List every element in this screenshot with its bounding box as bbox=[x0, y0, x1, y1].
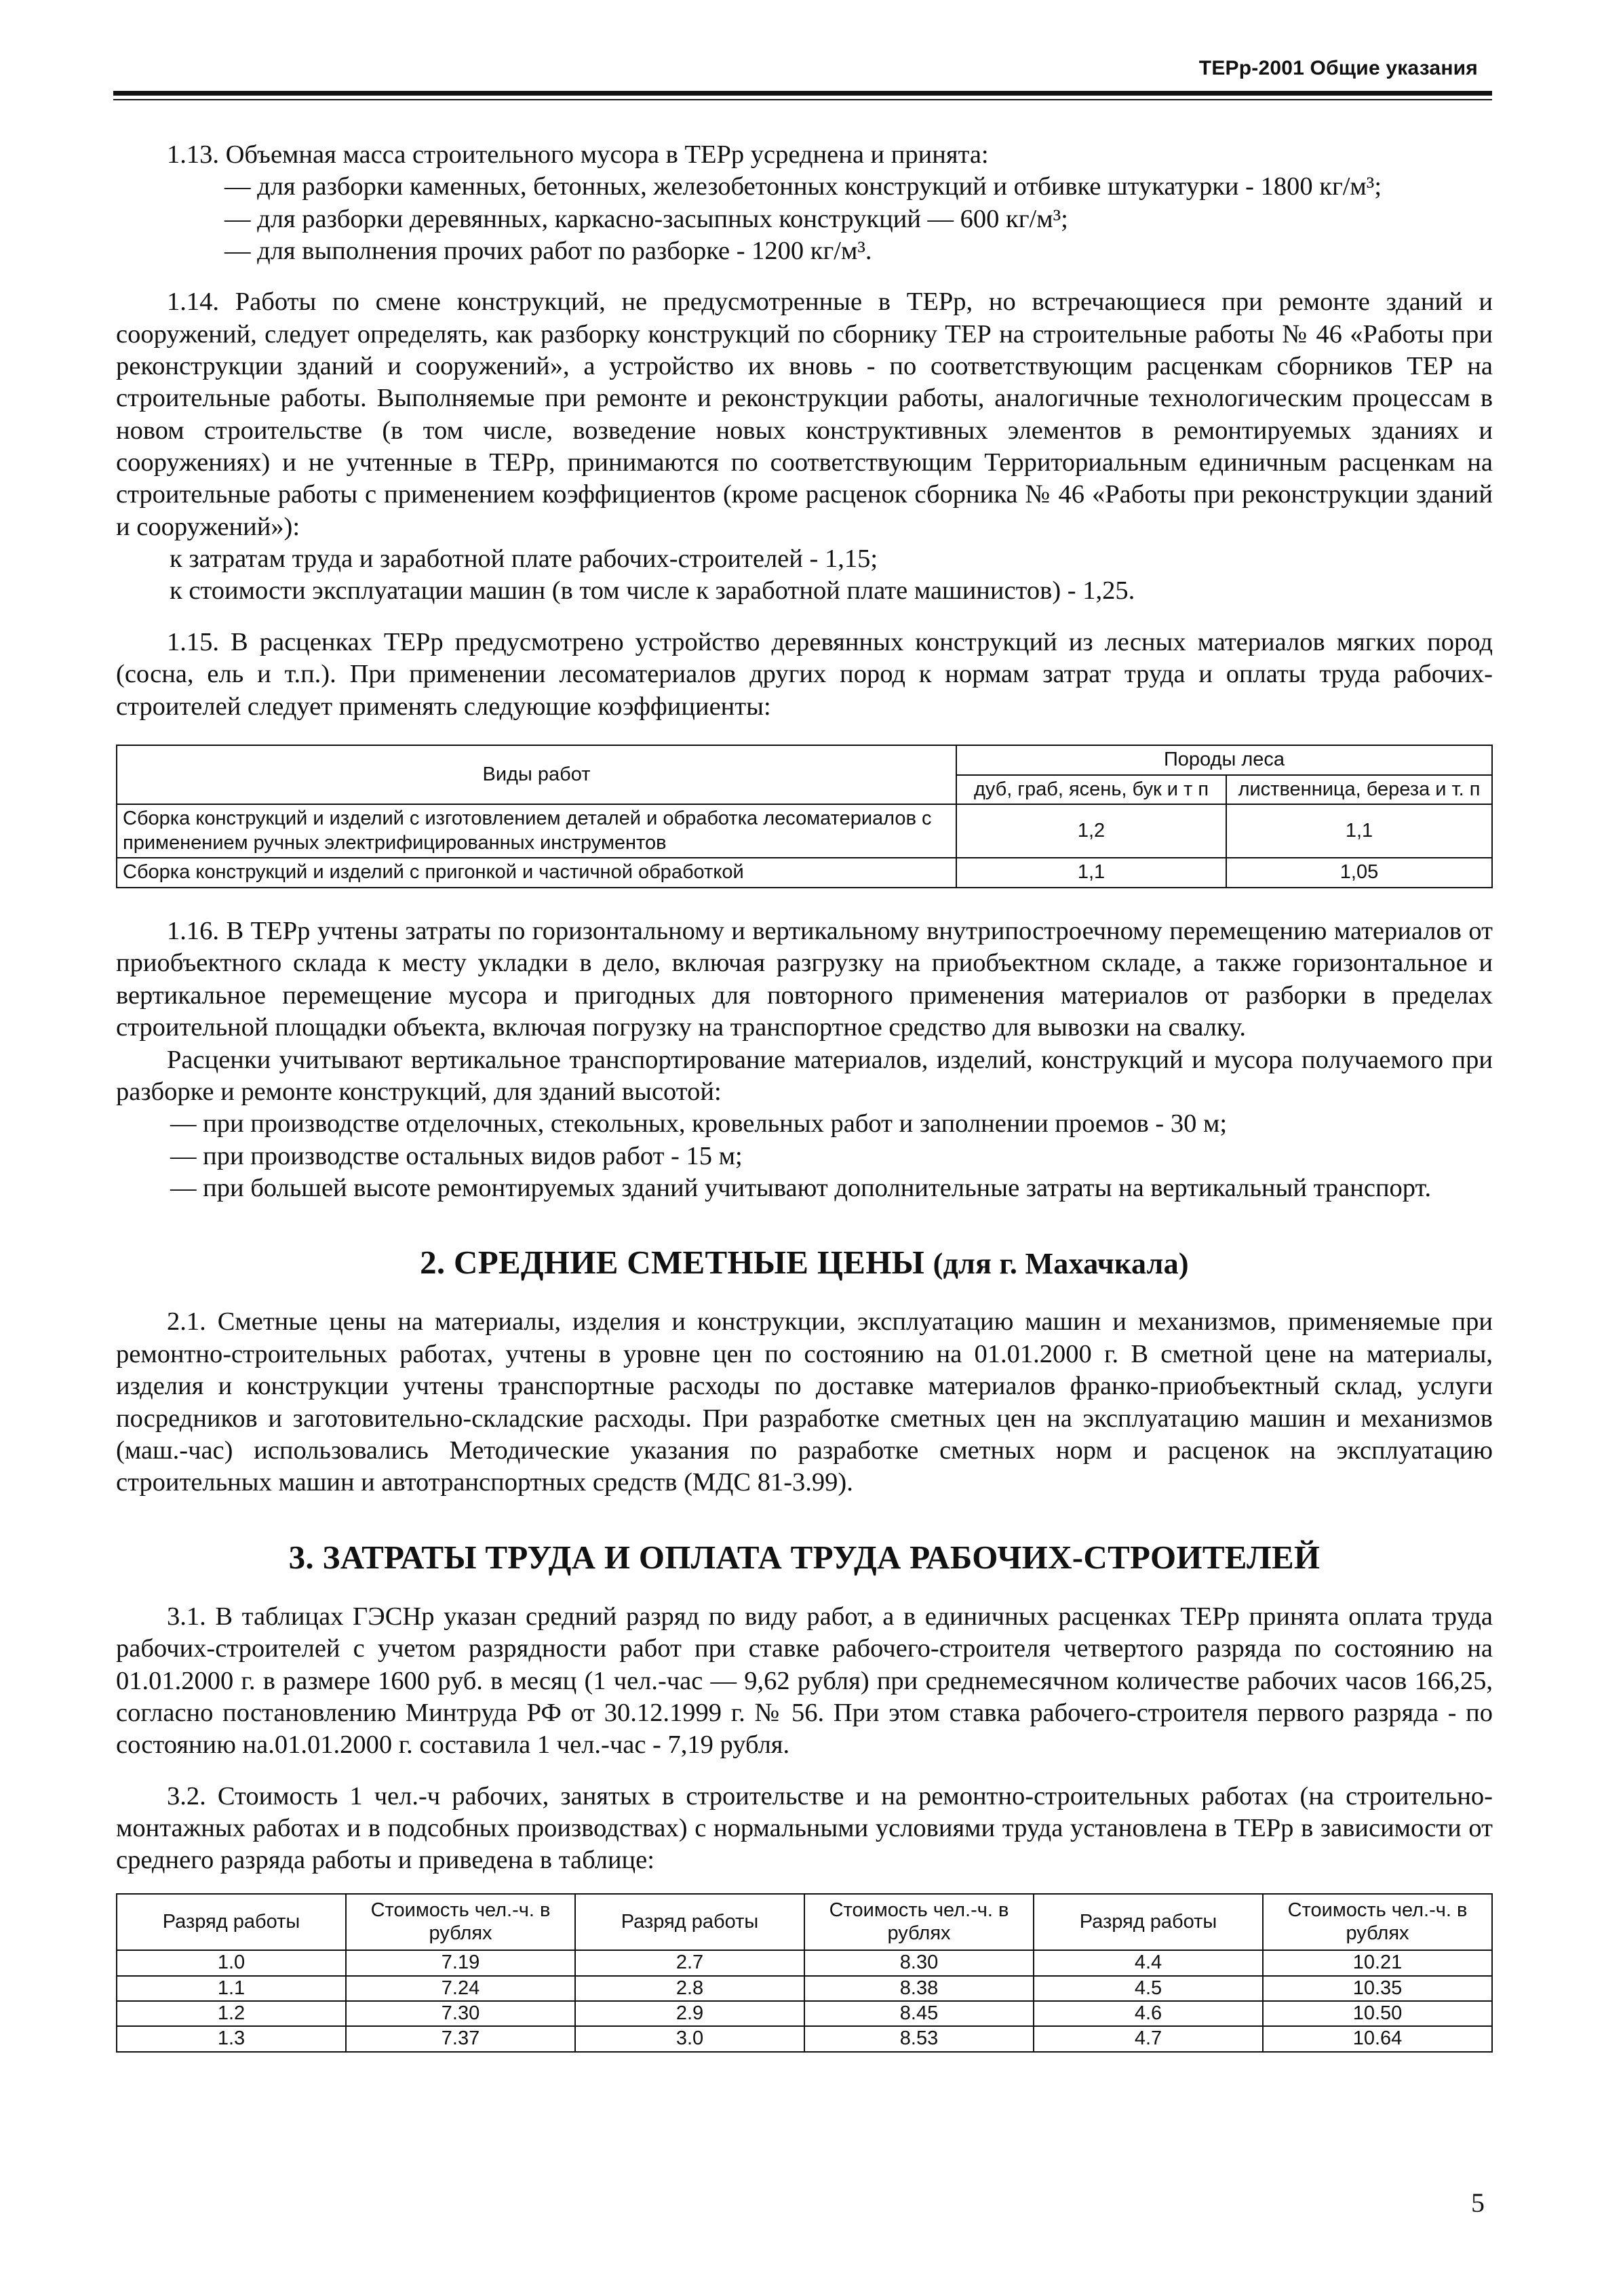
table-cell-cost: 10.21 bbox=[1263, 1950, 1492, 1975]
table-cell-cost: 8.30 bbox=[804, 1950, 1034, 1975]
table-cell-cost: 8.38 bbox=[804, 1976, 1034, 2001]
table-row bbox=[117, 858, 1492, 888]
list-item: — при производстве остальных видов работ - 15 м; bbox=[170, 1141, 743, 1170]
table-cell-grade: 4.4 bbox=[1034, 1950, 1263, 1975]
table-header-works: Виды работ bbox=[117, 745, 956, 804]
wood-coefficients-table bbox=[116, 745, 1493, 888]
section-1-16-list bbox=[116, 1108, 1493, 1204]
list-item: — при производстве отделочных, стекольных, кровельных работ и заполнении проемов - 30 м; bbox=[170, 1109, 1228, 1139]
table-cell-grade: 2.7 bbox=[575, 1950, 804, 1975]
table-header-larch: лиственница, береза и т. п bbox=[1226, 775, 1492, 805]
labor-cost-table bbox=[116, 1893, 1493, 2053]
table-cell-grade: 1.3 bbox=[117, 2026, 346, 2051]
table-header-grade: Разряд работы bbox=[575, 1894, 804, 1951]
table-cell-coef-a: 1,1 bbox=[956, 858, 1226, 888]
list-item: — для разборки каменных, бетонных, железобетонных конструкций и отбивке штукатурки - 1800 кг/м³; bbox=[224, 172, 1382, 201]
table-row bbox=[117, 2001, 1492, 2026]
table-cell-work: Сборка конструкций и изделий с изготовлением деталей и обработка лесоматериалов с применением ручных электрифицированных инструментов bbox=[117, 804, 956, 858]
section-1-13-intro: 1.13. Объемная масса строительного мусора в ТЕРр усреднена и принята: bbox=[167, 140, 989, 169]
table-cell-cost: 7.30 bbox=[346, 2001, 575, 2026]
table-cell-cost: 10.50 bbox=[1263, 2001, 1492, 2026]
section-1-14-text: 1.14. Работы по смене конструкций, не предусмотренные в ТЕРр, но встречающиеся при ремонте зданий и сооружений, следует определять, как разборку конструкций по сборнику ТЕР на строительные работы № 46 «Работы при реконструкции зданий и сооружений», а устройство их вновь - по соответствующим расценкам сборников ТЕР на строительные работы. Выполняемые при ремонте и реконструкции работы, аналогичные технологическим процессам в новом строительстве (в том числе, возведение новых конструктивных элементов в ремонтируемых зданиях и сооружениях) и не учтенные в ТЕРр, принимаются по соответствующим Территориальным единичным расценкам на строительные работы с применением коэффициентов (кроме расценок сборника № 46 «Работы при реконструкции зданий и сооружений»): bbox=[116, 288, 1493, 541]
page-content bbox=[116, 139, 1493, 2053]
list-item: — для выполнения прочих работ по разборке - 1200 кг/м³. bbox=[224, 237, 872, 266]
table-cell-grade: 3.0 bbox=[575, 2026, 804, 2051]
section-1-13-list bbox=[116, 171, 1493, 267]
table-row bbox=[117, 2026, 1492, 2051]
table-header-wood-species: Породы леса bbox=[956, 745, 1492, 775]
section-2-title-main: 2. СРЕДНИЕ СМЕТНЫЕ ЦЕНЫ bbox=[420, 1244, 925, 1282]
table-cell-cost: 8.45 bbox=[804, 2001, 1034, 2026]
table-row bbox=[117, 1950, 1492, 1975]
section-1-15-text: 1.15. В расценках ТЕРр предусмотрено устройство деревянных конструкций из лесных материалов мягких пород (сосна, ель и т.п.). При применении лесоматериалов других пород к нормам затрат труда и оплаты труда рабочих-строителей следует применять следующие коэффициенты: bbox=[116, 627, 1493, 721]
table-cell-grade: 2.8 bbox=[575, 1976, 804, 2001]
table-cell-cost: 7.19 bbox=[346, 1950, 575, 1975]
list-item: — при большей высоте ремонтируемых зданий учитывают дополнительные затраты на вертикальный транспорт. bbox=[170, 1173, 1432, 1202]
list-item: — для разборки деревянных, каркасно-засыпных конструкций — 600 кг/м³; bbox=[224, 204, 1068, 233]
section-2-1-text: 2.1. Сметные цены на материалы, изделия и конструкции, эксплуатацию машин и механизмов, применяемые при ремонтно-строительных работах, учтены в уровне цен по состоянию на 01.01.2000 г. В сметной цене на материалы, изделия и конструкции учтены транспортные расходы по доставке материалов франко-приобъектный склад, услуги посредников и заготовительно-складские расходы. При разработке сметных цен на эксплуатацию машин и механизмов (маш.-час) использовались Методические указания по разработке сметных норм и расценок на эксплуатацию строительных машин и автотранспортных средств (МДС 81-3.99). bbox=[116, 1307, 1493, 1497]
table-cell-grade: 2.9 bbox=[575, 2001, 804, 2026]
page-number: 5 bbox=[1471, 2188, 1485, 2218]
table-cell-cost: 10.35 bbox=[1263, 1976, 1492, 2001]
section-3-title: 3. ЗАТРАТЫ ТРУДА И ОПЛАТА ТРУДА РАБОЧИХ-СТРОИТЕЛЕЙ bbox=[288, 1538, 1321, 1576]
table-row bbox=[117, 804, 1492, 858]
section-3-2-text: 3.2. Стоимость 1 чел.-ч рабочих, занятых в строительстве и на ремонтно-строительных работах (на строительно-монтажных работах и в подсобных производствах) с нормальными условиями труда установлена в ТЕРр в зависимости от среднего разряда работы и приведена в таблице: bbox=[116, 1781, 1493, 1875]
coefficient-machines: к стоимости эксплуатации машин (в том числе к заработной плате машинистов) - 1,25. bbox=[170, 576, 1135, 606]
table-cell-grade: 4.5 bbox=[1034, 1976, 1263, 2001]
running-header: ТЕРр-2001 Общие указания bbox=[1198, 57, 1478, 79]
table-cell-cost: 10.64 bbox=[1263, 2026, 1492, 2051]
table-cell-coef-a: 1,2 bbox=[956, 804, 1226, 858]
table-cell-grade: 4.6 bbox=[1034, 2001, 1263, 2026]
coefficient-labor: к затратам труда и заработной плате рабочих-строителей - 1,15; bbox=[170, 545, 878, 574]
table-cell-cost: 8.53 bbox=[804, 2026, 1034, 2051]
table-cell-work: Сборка конструкций и изделий с пригонкой и частичной обработкой bbox=[117, 858, 956, 888]
table-header-cost: Стоимость чел.-ч. в рублях bbox=[1263, 1894, 1492, 1951]
table-row bbox=[117, 1976, 1492, 2001]
table-cell-cost: 7.24 bbox=[346, 1976, 575, 2001]
section-2-title bbox=[116, 1242, 1493, 1283]
table-cell-grade: 1.0 bbox=[117, 1950, 346, 1975]
table-cell-coef-b: 1,1 bbox=[1226, 804, 1492, 858]
section-1-16-p1: 1.16. В ТЕРр учтены затраты по горизонтальному и вертикальному внутрипостроечному перемещению материалов от приобъектного склада к месту укладки в дело, включая разгрузку на приобъектном складе, а также горизонтальное и вертикальное перемещение мусора и пригодных для повторного применения материалов от разборки в пределах строительной площадки объекта, включая погрузку на транспортное средство для вывозки на свалку. bbox=[116, 917, 1493, 1042]
header-rule-thin bbox=[113, 99, 1492, 100]
table-header-oak: дуб, граб, ясень, бук и т п bbox=[956, 775, 1226, 805]
table-cell-grade: 1.2 bbox=[117, 2001, 346, 2026]
table-header-grade: Разряд работы bbox=[117, 1894, 346, 1951]
table-cell-coef-b: 1,05 bbox=[1226, 858, 1492, 888]
header-rule-thick bbox=[113, 91, 1492, 96]
table-cell-grade: 4.7 bbox=[1034, 2026, 1263, 2051]
section-1-16-p2: Расценки учитывают вертикальное транспортирование материалов, изделий, конструкций и мусора получаемого при разборке и ремонте конструкций, для зданий высотой: bbox=[116, 1045, 1493, 1106]
section-3-1-text: 3.1. В таблицах ГЭСНр указан средний разряд по виду работ, а в единичных расценках ТЕРр принята оплата труда рабочих-строителей с учетом разрядности работ при ставке рабочего-строителя четвертого разряда по состоянию на 01.01.2000 г. в размере 1600 руб. в месяц (1 чел.-час — 9,62 рубля) при среднемесячном количестве рабочих часов 166,25, согласно постановлению Минтруда РФ от 30.12.1999 г. № 56. При этом ставка рабочего-строителя первого разряда - по состоянию на.01.01.2000 г. составила 1 чел.-час - 7,19 рубля. bbox=[116, 1602, 1493, 1760]
table-header-cost: Стоимость чел.-ч. в рублях bbox=[804, 1894, 1034, 1951]
table-header-grade: Разряд работы bbox=[1034, 1894, 1263, 1951]
table-cell-grade: 1.1 bbox=[117, 1976, 346, 2001]
section-2-title-sub: (для г. Махачкала) bbox=[933, 1247, 1189, 1281]
table-cell-cost: 7.37 bbox=[346, 2026, 575, 2051]
table-header-cost: Стоимость чел.-ч. в рублях bbox=[346, 1894, 575, 1951]
